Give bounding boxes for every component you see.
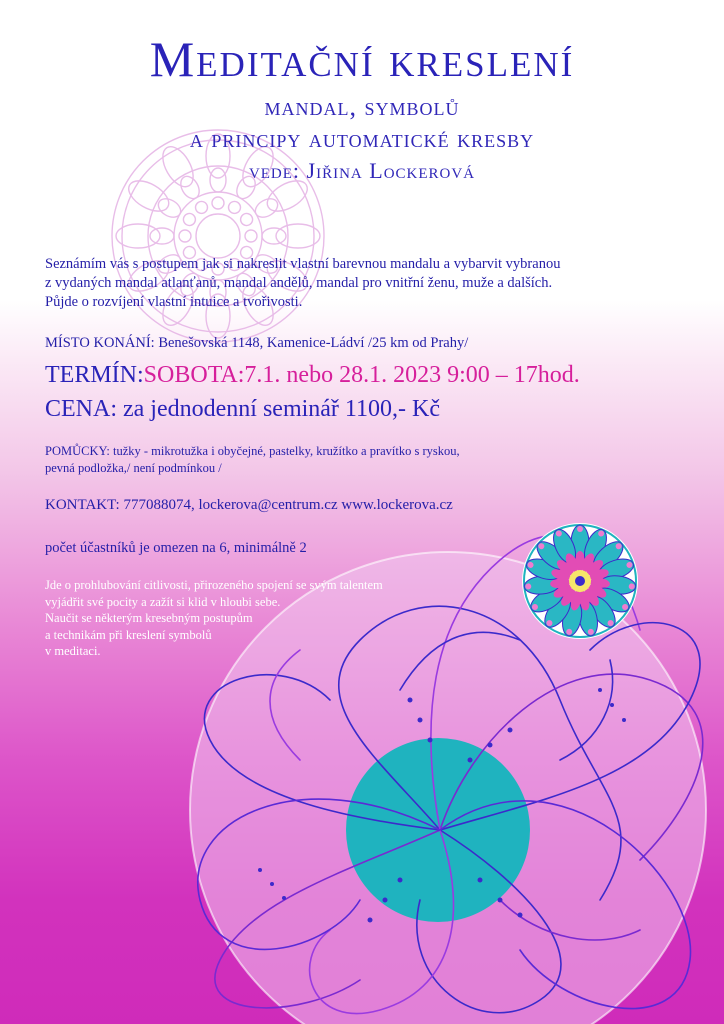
contact: KONTAKT: 777088074, lockerova@centrum.cz www.lockerova.cz	[45, 497, 453, 513]
intro-line: Seznámím vás s postupem jak si nakreslit vlastní barevnou mandalu a vybarvit vybranou	[45, 256, 561, 272]
poster-title: Meditační kreslení	[149, 31, 575, 87]
description-line: Naučit se některým kresebným postupům	[45, 611, 253, 625]
description	[45, 577, 485, 660]
poster-subtitle-2: a principy automatické kresby	[189, 124, 535, 153]
colorful-mandala-icon	[522, 523, 638, 639]
description-line: v meditaci.	[45, 644, 101, 658]
intro-line: z vydaných mandal atlanťanů, mandal andělů, mandal pro vnitřní ženu, muže a dalších.	[45, 275, 553, 291]
description-line: vyjádřit své pocity a zažít si klid v hloubi sebe.	[45, 594, 281, 609]
price: CENA: za jednodenní seminář 1100,- Kč	[45, 396, 441, 422]
intro-text	[45, 255, 685, 312]
tools	[45, 443, 605, 477]
venue-label: MÍSTO KONÁNÍ:	[45, 335, 155, 351]
tools-label: POMŮCKY	[45, 444, 107, 458]
description-line: Jde o prohlubování citlivosti, přirozeného spojení se svým talentem	[45, 578, 383, 592]
tools-line1: : tužky - mikrotužka i obyčejné, pastelky, kružítko a pravítko s ryskou,	[106, 444, 460, 458]
poster-subtitle-1: mandal, symbolů	[264, 92, 460, 121]
term-value: SOBOTA:7.1. nebo 28.1. 2023 9:00 – 17hod.	[143, 362, 580, 388]
description-line: a technikám při kreslení symbolů	[45, 627, 212, 642]
venue-value: Benešovská 1148, Kamenice-Ládví /25 km od Prahy/	[154, 335, 469, 351]
term-label: TERMÍN:	[45, 362, 144, 388]
lecturer: vede: Jiřina Lockerová	[248, 158, 476, 183]
term	[45, 362, 580, 389]
intro-line: Půjde o rozvíjení vlastní intuice a tvořivosti.	[45, 294, 303, 310]
venue	[45, 335, 468, 352]
tools-line2: pevná podložka,/ není podmínkou /	[45, 461, 222, 475]
participants: počet účastníků je omezen na 6, minimálně 2	[45, 540, 307, 556]
